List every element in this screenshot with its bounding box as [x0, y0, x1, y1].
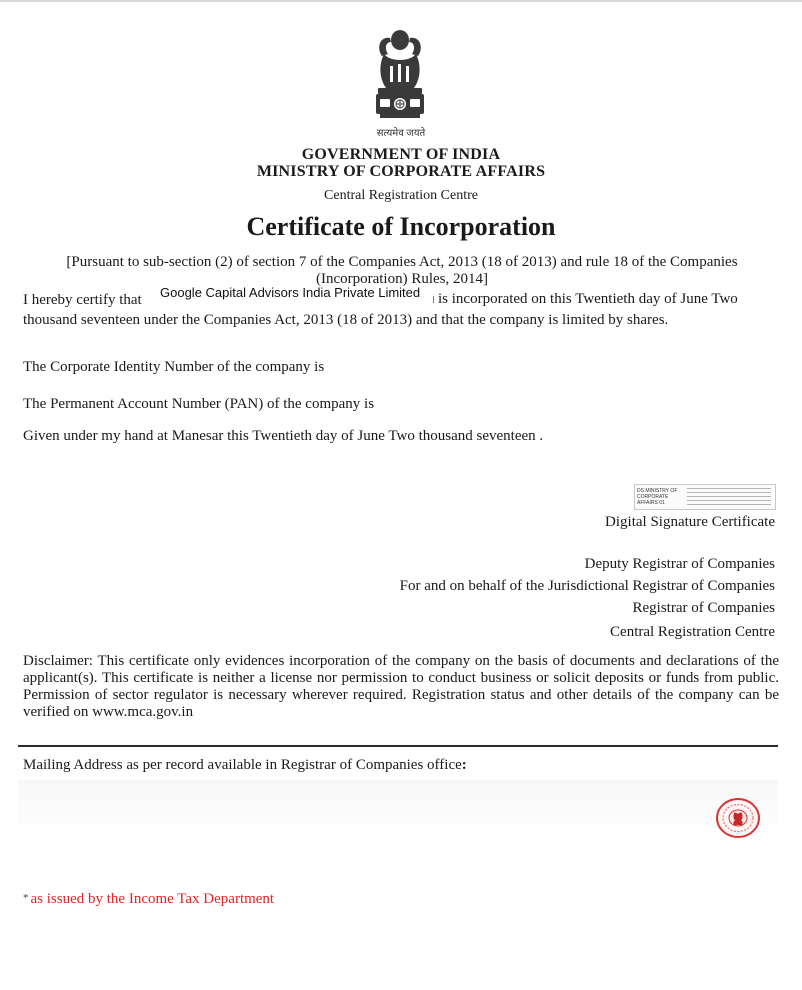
- section-divider: [18, 745, 778, 747]
- ds-stamp-text: DS MINISTRY OF CORPORATE AFFAIRS 01: [637, 488, 678, 506]
- cin-statement: The Corporate Identity Number of the company is: [23, 359, 325, 375]
- national-emblem-icon: [364, 26, 436, 138]
- certify-suffix: is incorporated on this Twentieth day of June Two: [438, 291, 738, 307]
- emblem-motto: सत्यमेव जयते: [376, 128, 426, 139]
- top-border: [0, 0, 802, 2]
- footnote-asterisk: *: [23, 892, 29, 904]
- company-name: Google Capital Advisors India Private Limited: [160, 285, 421, 300]
- mca-seal-icon: [715, 797, 761, 839]
- government-heading: GOVERNMENT OF INDIA: [301, 146, 501, 163]
- given-under-statement: Given under my hand at Manesar this Twentieth day of June Two thousand seventeen .: [23, 428, 544, 444]
- certify-line-2: thousand seventeen under the Companies Act, 2013 (18 of 2013) and that the company is limited by shares.: [23, 312, 669, 328]
- mailing-label-text: Mailing Address as per record available in Registrar of Companies office: [23, 757, 462, 773]
- dsc-label: Digital Signature Certificate: [605, 514, 775, 530]
- pan-footnote: [23, 891, 274, 908]
- pan-statement: The Permanent Account Number (PAN) of the company is: [23, 396, 375, 412]
- ministry-heading: MINISTRY OF CORPORATE AFFAIRS: [256, 163, 546, 180]
- digital-signature-stamp: [634, 484, 776, 510]
- certify-prefix: I hereby certify that: [23, 292, 142, 308]
- text-cursor-mark: [433, 296, 434, 303]
- mailing-address-area: [18, 780, 778, 824]
- disclaimer: Disclaimer: This certificate only evidences incorporation of the company on the basis of documents and declarations of the applicant(s). This certificate is neither a license nor permission to conduct business or solicit deposits or funds from public. Permission of sector regulator is necessary wherever required. Registration status and other details of the company can be verified on www.mca.gov.in: [23, 653, 779, 720]
- deputy-registrar: Deputy Registrar of Companies: [584, 556, 775, 572]
- pursuant-clause: [Pursuant to sub-section (2) of section 7 of the Companies Act, 2013 (18 of 2013) and rule 18 of the Companies (Incorporation) Rules, 2014]: [66, 254, 738, 287]
- mailing-colon: :: [461, 757, 467, 773]
- on-behalf-of: For and on behalf of the Jurisdictional Registrar of Companies: [399, 578, 775, 594]
- footnote-text: as issued by the Income Tax Department: [30, 891, 275, 907]
- registration-centre-heading: Central Registration Centre: [324, 188, 478, 203]
- mailing-address-label: [23, 757, 467, 774]
- ds-stamp-details: [687, 488, 771, 506]
- registrar-of-companies: Registrar of Companies: [632, 600, 775, 616]
- signature-centre: Central Registration Centre: [610, 624, 775, 640]
- certificate-title: Certificate of Incorporation: [246, 212, 556, 241]
